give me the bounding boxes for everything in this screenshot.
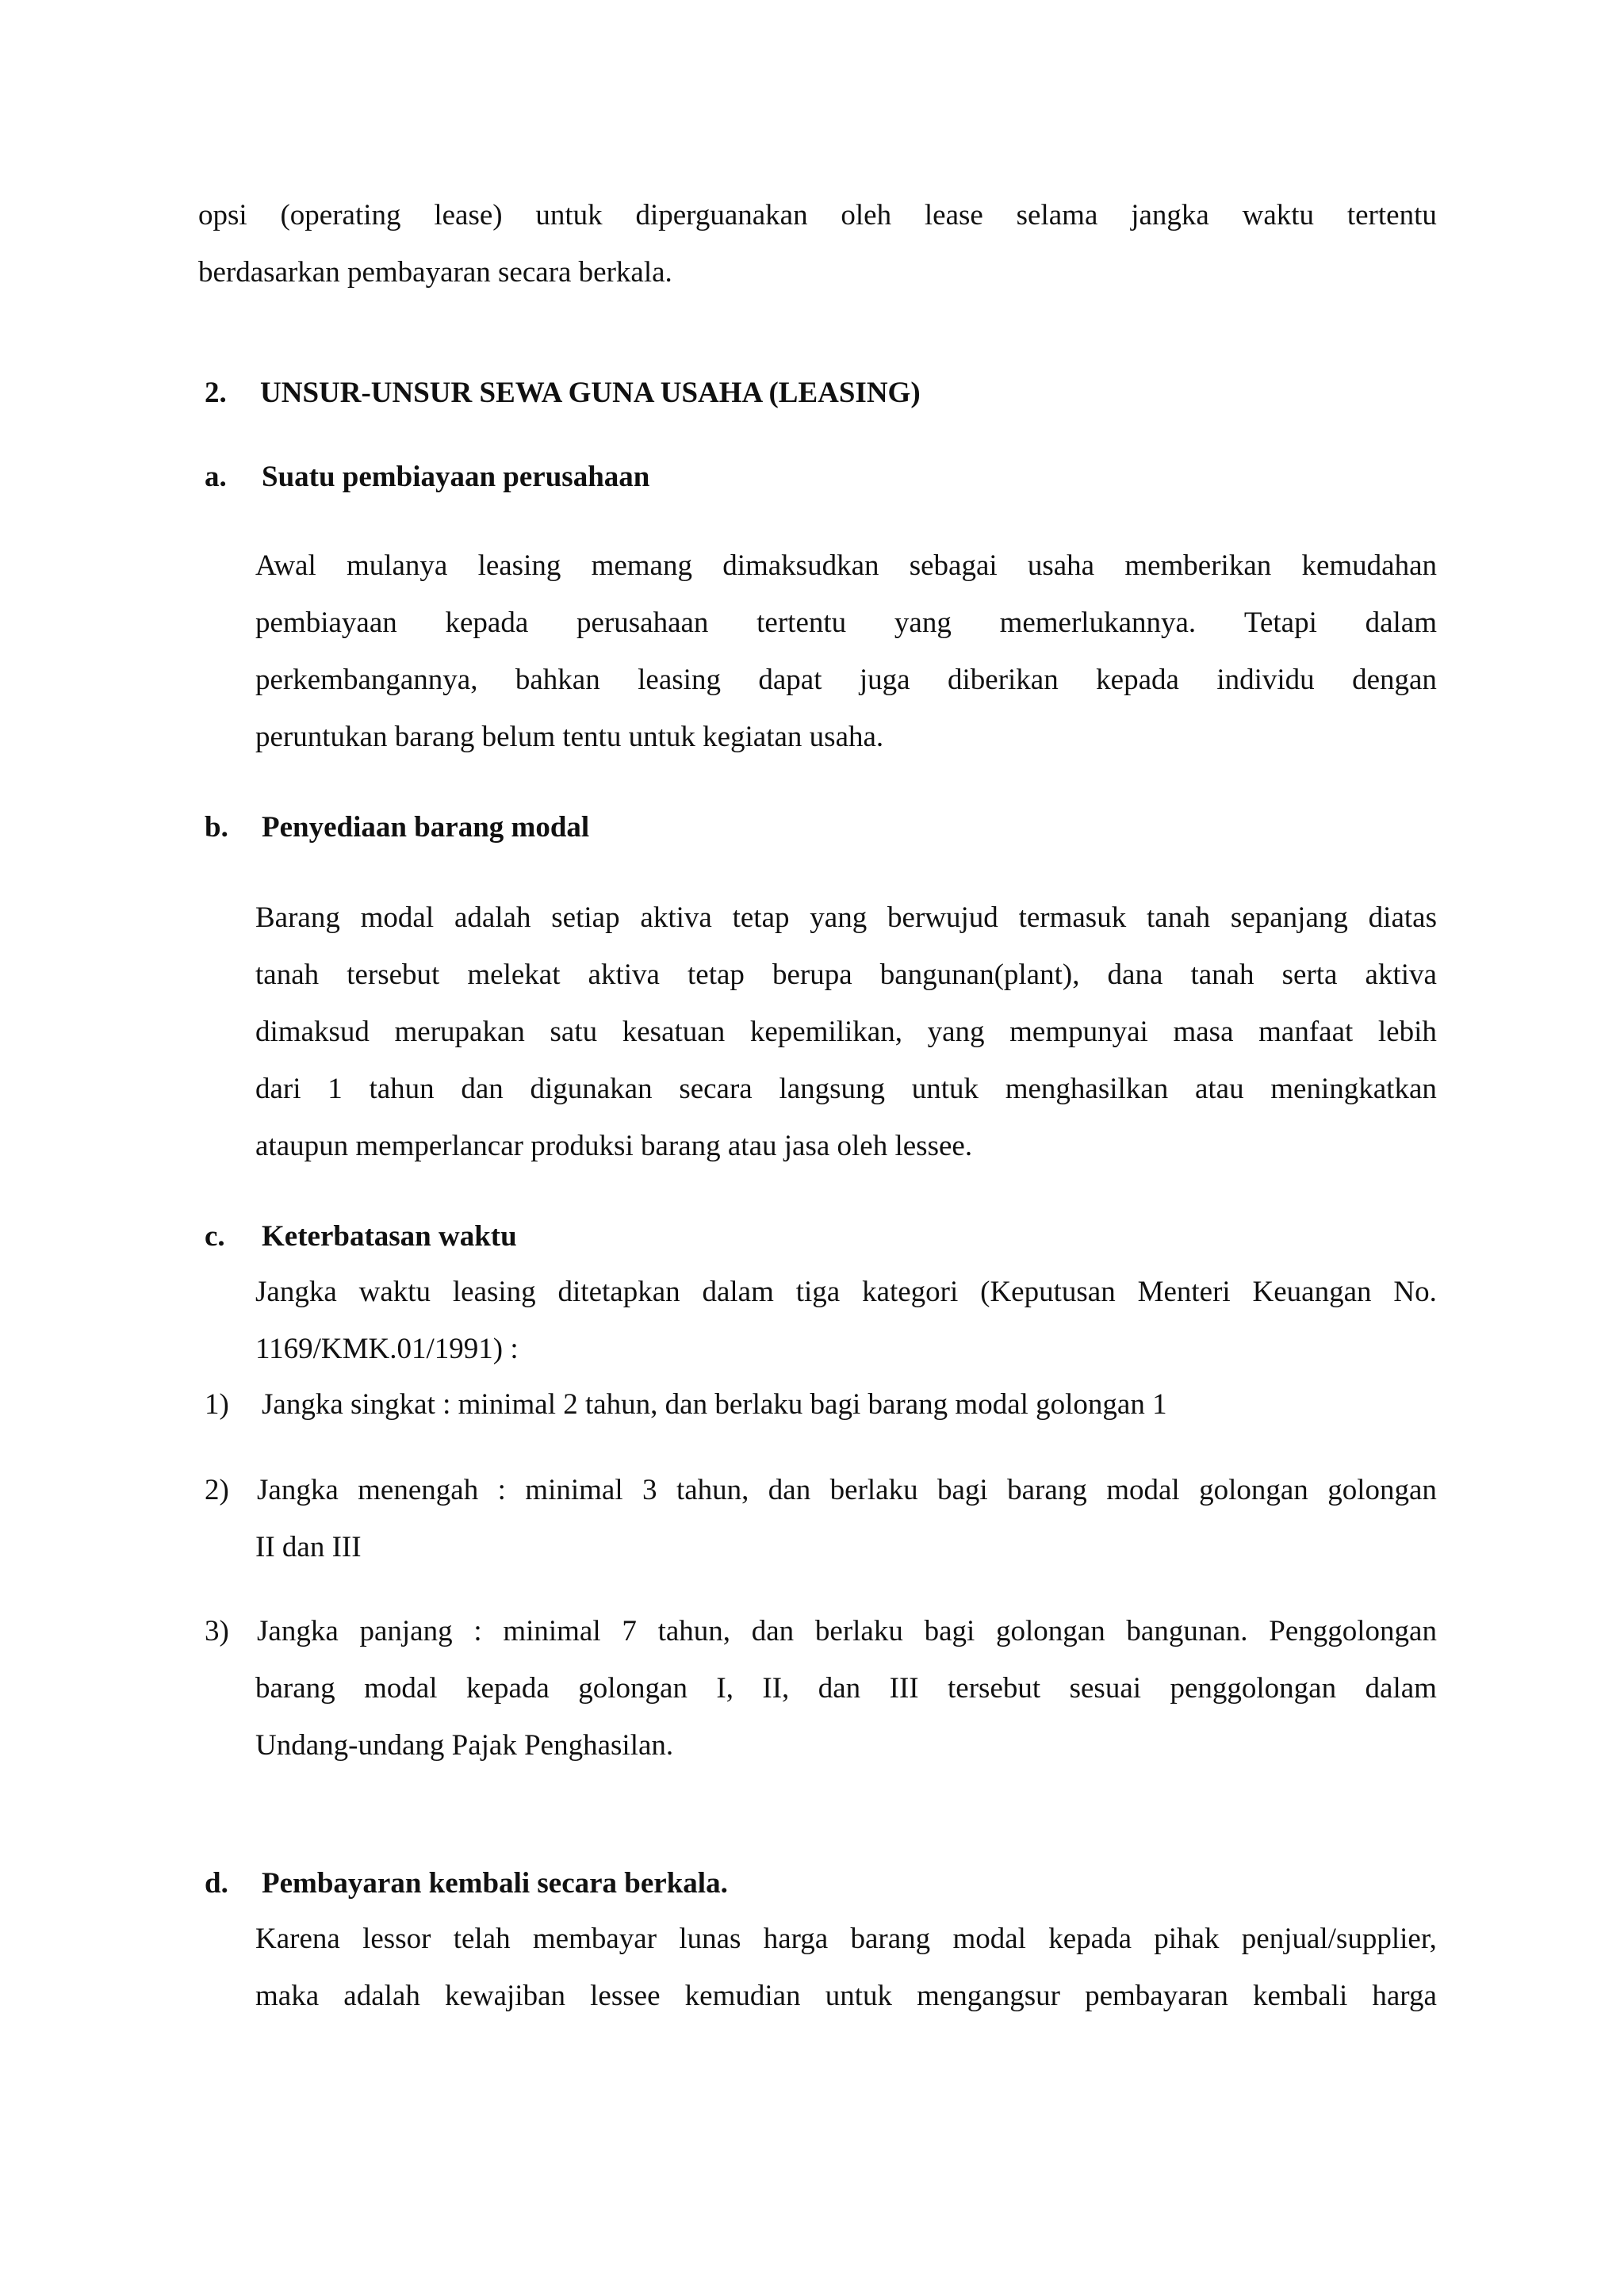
subsection-d-line-1 <box>255 1922 1437 1957</box>
word: perusahaan <box>576 607 709 639</box>
list-item-3-line-1 <box>257 1614 1437 1649</box>
word: pembayaran <box>1085 1980 1228 2012</box>
subsection-c-line-2: 1169/KMK.01/1991) : <box>255 1333 519 1365</box>
word: untuk <box>535 199 603 232</box>
word: barang <box>255 1672 335 1705</box>
subsection-d-title: Pembayaran kembali secara berkala. <box>262 1867 728 1900</box>
word: setiap <box>551 901 620 934</box>
word: ditetapkan <box>557 1276 680 1308</box>
word: : <box>497 1474 506 1506</box>
list-item-2-number: 2) <box>205 1474 229 1506</box>
word: termasuk <box>1018 901 1127 934</box>
word: menghasilkan <box>1005 1073 1169 1105</box>
word: golongan <box>1327 1474 1437 1506</box>
word: dan <box>818 1672 861 1705</box>
word: III <box>889 1672 919 1705</box>
list-item-1-number: 1) <box>205 1388 229 1421</box>
word: melekat <box>467 959 561 991</box>
word: tahun, <box>657 1615 731 1647</box>
word: untuk <box>825 1980 892 2012</box>
subsection-b-line-5: ataupun memperlancar produksi barang atau jasa oleh lessee. <box>255 1130 973 1162</box>
word: Keuangan <box>1252 1276 1372 1308</box>
intro-line-2: berdasarkan pembayaran secara berkala. <box>198 256 672 289</box>
word: mempunyai <box>1009 1016 1148 1048</box>
word: 3 <box>642 1474 657 1506</box>
word: kembali <box>1253 1980 1348 2012</box>
word: dan <box>768 1474 811 1506</box>
word: merupakan <box>394 1016 525 1048</box>
word: tetap <box>732 901 790 934</box>
list-item-3-line-2 <box>255 1671 1437 1706</box>
subsection-a-line-4: peruntukan barang belum tentu untuk kegiatan usaha. <box>255 721 884 753</box>
word: kemudahan <box>1301 549 1437 582</box>
word: Penggolongan <box>1269 1615 1437 1647</box>
subsection-b-line-3 <box>255 1015 1437 1050</box>
subsection-b-line-4 <box>255 1072 1437 1107</box>
word: tertentu <box>756 607 847 639</box>
word: perkembangannya, <box>255 664 478 696</box>
word: tahun <box>369 1073 435 1105</box>
word: leasing <box>477 549 561 582</box>
word: yang <box>810 901 868 934</box>
word: adalah <box>454 901 531 934</box>
word: golongan <box>1199 1474 1308 1506</box>
word: modal <box>364 1672 438 1705</box>
word: satu <box>550 1016 598 1048</box>
word: membayar <box>532 1923 657 1955</box>
word: harga <box>1372 1980 1437 2012</box>
word: memang <box>591 549 692 582</box>
word: Awal <box>255 549 316 582</box>
word: pihak <box>1154 1923 1220 1955</box>
word: penggolongan <box>1170 1672 1337 1705</box>
word: kepemilikan, <box>749 1016 902 1048</box>
word: barang <box>1007 1474 1087 1506</box>
word: yang <box>894 607 952 639</box>
word: kewajiban <box>444 1980 565 2012</box>
word: serta <box>1281 959 1338 991</box>
word: modal <box>1106 1474 1180 1506</box>
word: secara <box>679 1073 753 1105</box>
word: aktiva <box>1365 959 1437 991</box>
word: sebagai <box>909 549 998 582</box>
word: lessor <box>362 1923 431 1955</box>
word: usaha <box>1027 549 1095 582</box>
word: kepada <box>445 607 529 639</box>
subsection-a-line-2 <box>255 606 1437 641</box>
word: tersebut <box>347 959 440 991</box>
word: meningkatkan <box>1270 1073 1437 1105</box>
word: tanah <box>1147 901 1211 934</box>
word: berlaku <box>829 1474 918 1506</box>
subsection-b-letter: b. <box>205 811 228 844</box>
word: berwujud <box>887 901 998 934</box>
word: barang <box>850 1923 931 1955</box>
list-item-2-line-1 <box>257 1473 1437 1508</box>
subsection-a-letter: a. <box>205 461 227 493</box>
word: dalam <box>1365 607 1437 639</box>
word: dalam <box>1365 1672 1437 1705</box>
word: maka <box>255 1980 320 2012</box>
word: juga <box>859 664 910 696</box>
word: kemudian <box>684 1980 801 2012</box>
word: tertentu <box>1346 199 1437 232</box>
word: modal <box>360 901 435 934</box>
word: Tetapi <box>1243 607 1317 639</box>
word: harga <box>763 1923 829 1955</box>
word: sesuai <box>1069 1672 1142 1705</box>
word: Jangka <box>255 1276 337 1308</box>
list-item-2-line-2: II dan III <box>255 1531 362 1563</box>
word: (Keputusan <box>980 1276 1116 1308</box>
word: dalam <box>702 1276 774 1308</box>
section-title: UNSUR-UNSUR SEWA GUNA USAHA (LEASING) <box>260 377 921 409</box>
word: I, <box>716 1672 733 1705</box>
word: tetap <box>688 959 745 991</box>
intro-line-1 <box>198 198 1437 233</box>
word: memerlukannya. <box>999 607 1197 639</box>
word: bagi <box>924 1615 975 1647</box>
word: atau <box>1194 1073 1244 1105</box>
word: tahun, <box>676 1474 749 1506</box>
word: Menteri <box>1137 1276 1231 1308</box>
word: jangka <box>1131 199 1209 232</box>
word: Barang <box>255 901 340 934</box>
word: kategori <box>862 1276 959 1308</box>
word: menengah <box>358 1474 479 1506</box>
word: sepanjang <box>1230 901 1348 934</box>
word: dan <box>751 1615 795 1647</box>
word: bangunan(plant), <box>879 959 1080 991</box>
word: II, <box>762 1672 790 1705</box>
word: (operating <box>280 199 401 232</box>
word: dana <box>1107 959 1163 991</box>
word: lease <box>924 199 983 232</box>
word: mengangsur <box>917 1980 1060 2012</box>
word: aktiva <box>640 901 712 934</box>
word: diberikan <box>948 664 1059 696</box>
word: bahkan <box>515 664 600 696</box>
subsection-d-letter: d. <box>205 1867 228 1900</box>
list-item-3-line-3: Undang-undang Pajak Penghasilan. <box>255 1729 674 1762</box>
word: No. <box>1393 1276 1437 1308</box>
word: minimal <box>503 1615 601 1647</box>
word: dimaksud <box>255 1016 370 1048</box>
word: diperguanakan <box>635 199 808 232</box>
subsection-b-title: Penyediaan barang modal <box>262 811 590 844</box>
word: mulanya <box>346 549 448 582</box>
subsection-d-line-2 <box>255 1979 1437 2014</box>
word: individu <box>1216 664 1315 696</box>
word: oleh <box>841 199 892 232</box>
word: Jangka <box>257 1474 339 1506</box>
word: tersebut <box>948 1672 1041 1705</box>
word: manfaat <box>1258 1016 1354 1048</box>
word: lease) <box>434 199 503 232</box>
list-item-3-number: 3) <box>205 1615 229 1647</box>
word: adalah <box>343 1980 420 2012</box>
word: masa <box>1173 1016 1234 1048</box>
word: leasing <box>452 1276 536 1308</box>
word: langsung <box>779 1073 886 1105</box>
word: selama <box>1016 199 1098 232</box>
subsection-a-line-1 <box>255 549 1437 584</box>
word: tanah <box>255 959 320 991</box>
word: yang <box>927 1016 985 1048</box>
section-number: 2. <box>205 377 227 409</box>
word: telah <box>453 1923 511 1955</box>
subsection-c-line-1 <box>255 1275 1437 1310</box>
word: 1 <box>327 1073 343 1105</box>
word: dari <box>255 1073 301 1105</box>
word: minimal <box>525 1474 623 1506</box>
word: digunakan <box>530 1073 653 1105</box>
word: golongan <box>578 1672 688 1705</box>
word: berlaku <box>814 1615 903 1647</box>
word: panjang <box>359 1615 453 1647</box>
word: waktu <box>358 1276 431 1308</box>
word: memberikan <box>1124 549 1272 582</box>
word: dapat <box>758 664 822 696</box>
word: dimaksudkan <box>722 549 879 582</box>
word: dengan <box>1352 664 1437 696</box>
word: kepada <box>1096 664 1179 696</box>
word: golongan <box>996 1615 1105 1647</box>
word: waktu <box>1242 199 1315 232</box>
word: kesatuan <box>622 1016 726 1048</box>
word: berupa <box>772 959 852 991</box>
word: 7 <box>622 1615 637 1647</box>
word: modal <box>952 1923 1026 1955</box>
word: Karena <box>255 1923 340 1955</box>
word: leasing <box>638 664 721 696</box>
word: penjual/supplier, <box>1241 1923 1437 1955</box>
subsection-b-line-2 <box>255 958 1437 993</box>
word: kepada <box>1048 1923 1132 1955</box>
word: tanah <box>1190 959 1254 991</box>
word: dan <box>461 1073 504 1105</box>
word: lunas <box>679 1923 741 1955</box>
subsection-c-letter: c. <box>205 1220 225 1253</box>
word: aktiva <box>588 959 660 991</box>
word: opsi <box>198 199 247 232</box>
word: diatas <box>1368 901 1437 934</box>
word: kepada <box>466 1672 550 1705</box>
subsection-a-title: Suatu pembiayaan perusahaan <box>262 461 650 493</box>
word: : <box>473 1615 482 1647</box>
subsection-c-title: Keterbatasan waktu <box>262 1220 517 1253</box>
list-item-1-line-1: Jangka singkat : minimal 2 tahun, dan berlaku bagi barang modal golongan 1 <box>262 1388 1167 1421</box>
word: lebih <box>1377 1016 1437 1048</box>
subsection-b-line-1 <box>255 901 1437 936</box>
word: untuk <box>911 1073 979 1105</box>
subsection-a-line-3 <box>255 663 1437 698</box>
word: tiga <box>795 1276 841 1308</box>
word: bangunan. <box>1126 1615 1248 1647</box>
word: pembiayaan <box>255 607 397 639</box>
word: lessee <box>590 1980 661 2012</box>
word: Jangka <box>257 1615 339 1647</box>
word: bagi <box>937 1474 988 1506</box>
